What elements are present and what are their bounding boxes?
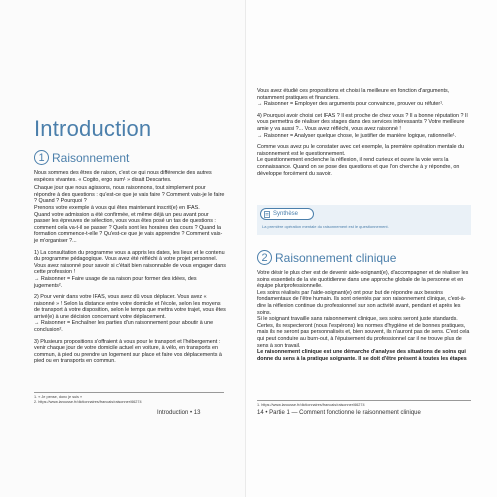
section-title: Raisonnement clinique (275, 250, 397, 265)
footnotes (34, 392, 224, 405)
paragraph: 2) Pour venir dans votre IFAS, vous avez dû vous déplacer. Vous avez « raisonné » ! Selon la distance entre votre domicile et l'école, selon les moyens de transport à votre disposition, selon le temps que mettra votre trajet, vous êtes arrivé(e) à une décision concernant votre déplacement. (34, 294, 226, 320)
synthese-tag (260, 208, 314, 220)
paragraph: Comme vous avez pu le constater avec cet exemple, la première opération mentale du raisonnement est le questionnement. (257, 144, 465, 157)
section-number-circle: 1 (34, 150, 49, 165)
page-title: Introduction (34, 116, 152, 141)
note-icon (264, 211, 270, 218)
right-body-bottom (257, 270, 473, 362)
paragraph: 3) Plusieurs propositions s'offraient à vous pour le transport et l'hébergement : venir chaque jour de votre domicile actuel en voiture, à vélo, en transports en commun, à pied ou prendre un logement sur place et faire vos déplacements à pied ou en transports en commun. (34, 338, 222, 365)
right-page (246, 0, 497, 497)
paragraph: Quand votre admission a été confirmée, et même déjà un peu avant pour passer les épreuves de sélection, vous vous êtes posé un tas de questions : comment cela va-t-il se passer ? Quels sont les horaires des cours ? Quand la formation commence-t-elle ? Qu'est-ce que je vais apprendre ? Comment vais-je m'organiser ?... (34, 211, 223, 244)
paragraph: 4) Pourquoi avoir choisi cet IFAS ? Il est proche de chez vous ? Il a bonne réputation ? Il vous permettra de réaliser des stages dans des services intéressants ? Votre meilleure amie y va aussi ?... Vous avez réfléchi, vous avez raisonné ! (257, 112, 468, 132)
synthese-text: La première opération mentale du raisonnement est le questionnement. (262, 224, 389, 229)
definition-line: → Raisonner = Analyser quelque chose, le justifier de manière logique, rationnelle¹. (257, 132, 457, 139)
paragraph: Si le soignant travaille sans raisonnement clinique, ses soins seront juste standards. Certes, ils respecteront (nous l'espérons) les normes d'hygiène et de bonnes pratiques, mais ils ne seront pas personnalisés et, bien souvent, ils n'auront pas de sens. C'est cela qui peut conduire au burn-out, à l'épuisement du professionnel car il ne trouve plus de sens à son travail. (257, 316, 470, 349)
footnote: 2. https://www.larousse.fr/dictionnaires/francais/raisonner/66274 (34, 400, 142, 404)
section-title: Raisonnement (52, 150, 130, 165)
footnote: 1. https://www.larousse.fr/dictionnaires/francais/raisonner/66274 (257, 403, 365, 407)
section-heading-raisonnement-clinique (257, 250, 396, 265)
paragraph: Vous avez étudié ces propositions et choisi la meilleure en fonction d'arguments, notamment pratiques et financiers. (257, 88, 450, 101)
left-body (34, 170, 226, 365)
page-folio: 14 • Partie 1 — Comment fonctionne le raisonnement clinique (257, 410, 421, 416)
paragraph: Le questionnement enclenche la réflexion, il rend curieux et ouvre la voie vers la connaissance. Quand on se pose des questions et que l'on cherche à y répondre, on développe forcément du savoir. (257, 157, 460, 177)
left-page (0, 0, 246, 497)
paragraph: 1) La consultation du programme vous a appris les dates, les lieux et le contenu du programme pédagogique. Vous avez été réfléchi à votre projet personnel. Vous avez raisonné pour savoir si c'était bien raisonnable de vous engager dans cette profession ! (34, 249, 226, 276)
definition-line: → Raisonner = Faire usage de sa raison pour former des idées, des jugements². (34, 275, 197, 289)
section-heading-raisonnement (34, 150, 129, 165)
paragraph: Le raisonnement clinique est une démarche d'analyse des situations de soins qui donne du sens à la pratique soignante. Il se doit d'être présent à toutes les étapes (257, 349, 467, 362)
synthese-label: Synthèse (273, 211, 299, 217)
footnote: 1. « Je pense, donc je suis » (34, 395, 83, 399)
synthese-box (257, 205, 471, 235)
definition-line: → Raisonner = Employer des arguments pour convaincre, prouver ou réfuter¹. (257, 101, 444, 108)
paragraph: Les soins réalisés par l'aide-soignant(e) ont pour but de répondre aux besoins fondamentaux de l'être humain. Ils sont orientés par son raisonnement clinique, c'est-à-dire la réflexion continue du professionnel sur son activité avant, pendant et après les soins. (257, 289, 466, 316)
definition-line: → Raisonner = Enchaîner les parties d'un raisonnement pour aboutir à une conclusion². (34, 320, 214, 334)
paragraph: Nous sommes des êtres de raison, c'est ce qui nous différencie des autres espèces vivantes. « Cogito, ergo sum¹ » disait Descartes. (34, 170, 212, 183)
right-body-top (257, 88, 473, 177)
footnotes-right (257, 400, 471, 408)
page-folio: Introduction • 13 (157, 410, 201, 416)
paragraph: Chaque jour que nous agissons, nous raisonnons, tout simplement pour répondre à des questions : qu'est-ce que je vais faire ? Comment vais-je le faire ? Quand ? Pourquoi ? (34, 185, 225, 205)
paragraph: Prenons votre exemple à vous qui êtes maintenant inscrit(e) en IFAS. (34, 204, 200, 211)
paragraph: Votre désir le plus cher est de devenir aide-soignant(e), d'accompagner et de réaliser les soins essentiels de la vie quotidienne dans une approche globale de la personne et en équipe pluriprofessionnelle. (257, 270, 469, 290)
section-number-circle: 2 (257, 250, 272, 265)
